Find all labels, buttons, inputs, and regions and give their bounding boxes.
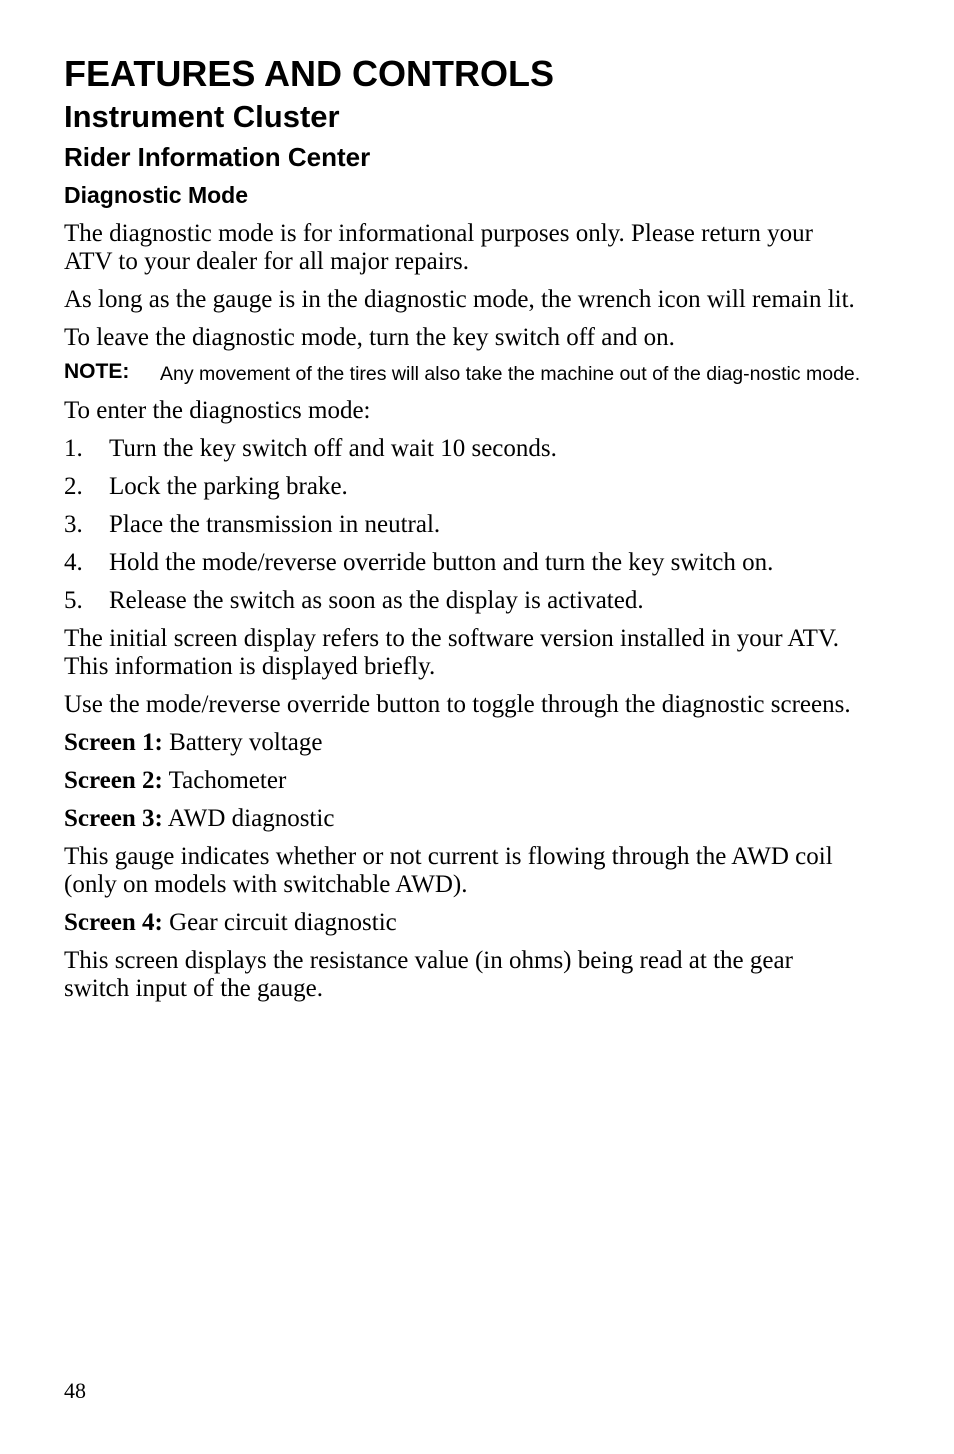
awd-paragraph: This gauge indicates whether or not current is flowing through the AWD coil (only on models with switchable AWD). [64,843,833,898]
gear-paragraph: This screen displays the resistance value (in ohms) being read at the gear switch input of the gauge. [64,947,793,1002]
step-number: 3. [64,511,83,538]
screen-entry [64,805,864,833]
list-item [64,587,864,615]
note-block [64,362,864,386]
screen-description: Gear circuit diagnostic [169,909,397,936]
section-title: FEATURES AND CONTROLS [64,53,554,94]
intro-paragraph: The diagnostic mode is for informational purposes only. Please return your ATV to your dealer for all major repairs. [64,220,813,275]
step-number: 5. [64,587,83,614]
screen-entry [64,909,864,937]
screen-description: Tachometer [168,767,287,794]
step-text: Place the transmission in neutral. [109,511,441,538]
step-text: Turn the key switch off and wait 10 seconds. [109,435,557,462]
intro-paragraph: To leave the diagnostic mode, turn the key switch off and on. [64,324,675,351]
step-text: Release the switch as soon as the display is activated. [109,587,644,614]
screen-label: Screen 1: [64,729,163,756]
page-number: 48 [64,1378,86,1403]
list-item [64,549,864,577]
subsection-title: Instrument Cluster [64,99,340,134]
note-label: NOTE: [64,360,130,383]
step-text: Hold the mode/reverse override button and turn the key switch on. [109,549,774,576]
step-number: 4. [64,549,83,576]
mode-title: Diagnostic Mode [64,182,249,208]
screen-entry [64,767,864,795]
list-item [64,435,864,463]
screen-label: Screen 4: [64,909,163,936]
body-content [64,220,864,1013]
info-paragraph: Use the mode/reverse override button to toggle through the diagnostic screens. [64,691,851,718]
info-paragraph: The initial screen display refers to the software version installed in your ATV. This information is displayed briefly. [64,625,840,680]
step-number: 1. [64,435,83,462]
screen-label: Screen 3: [64,805,163,832]
note-text: Any movement of the tires will also take the machine out of the diag-nostic mode. [160,363,861,385]
screen-description: Battery voltage [169,729,323,756]
screen-label: Screen 2: [64,767,163,794]
topic-title: Rider Information Center [64,142,371,172]
steps-intro: To enter the diagnostics mode: [64,397,371,424]
intro-paragraph: As long as the gauge is in the diagnostic mode, the wrench icon will remain lit. [64,286,855,313]
step-text: Lock the parking brake. [109,473,348,500]
list-item [64,473,864,501]
list-item [64,511,864,539]
step-number: 2. [64,473,83,500]
screen-entry [64,729,864,757]
screen-description: AWD diagnostic [167,805,335,832]
steps-list [64,435,864,615]
